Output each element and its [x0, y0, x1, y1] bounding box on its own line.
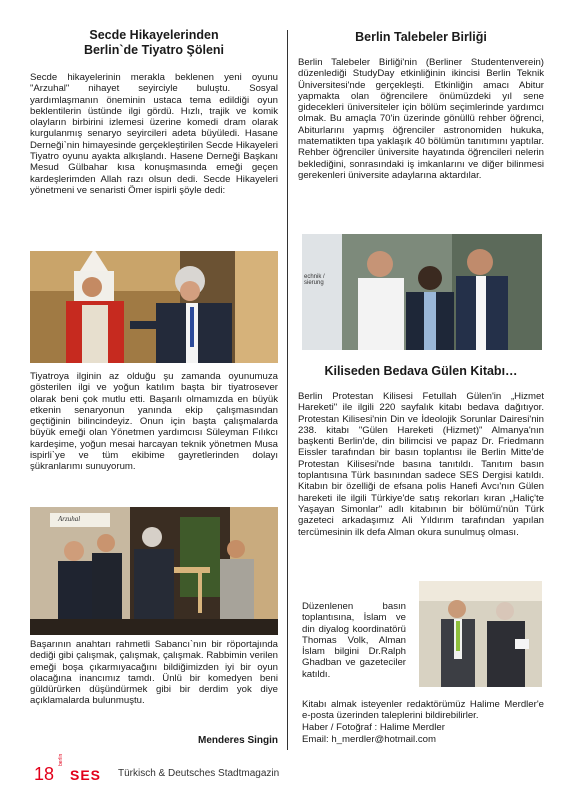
- left-paragraph-1: Secde hikayelerinin merakla beklenen yeni oyunu "Arzuhal" nihayet seyirciyle buluştu. Sosyal yardımlaşmanın öneminin ustaca tema edildiği oyun beklentilerin üstünde ilgi gördü. Hızlı, trajik ve komik olayların birbirini izlemesi üzerine komedi dram olarak kurgulanmış senaryo seyircileri adeta büyüledi. Hasane Derneği`nin himayesinde gerçekleştirilen Secde Hikayeleri Tiyatro oyunu ayakta alkışlandı. Hasene Derneği Başkanı Mesud Gülbahar kısa konuşmasında emeği geçen kardeşlerimden Allah razı olsun dedi. Secde Hikayeleri yönetmeni ve senaristi Ömer ispirli şöyle dedi:: [30, 72, 278, 196]
- ses-logo: SES: [70, 767, 102, 783]
- theatre-photo-2: [30, 507, 278, 635]
- students-photo: [302, 234, 542, 350]
- footer-tagline: Türkisch & Deutsches Stadtmagazin: [118, 768, 280, 779]
- theatre-photo-1: [30, 251, 278, 363]
- right-paragraph-3: Düzenlenen basın toplantısına, İslam ve din diyalog koordinatörü Thomas Volk, Alman İslam bilgini Dr.Ralph Ghadban ve gazeteciler katıldı.: [302, 601, 406, 680]
- left-title-line2: Berlin`de Tiyatro Şöleni: [83, 43, 225, 57]
- haber-credit: Haber / Fotoğraf : Halime Merdler: [302, 722, 445, 733]
- press-conference-photo: [419, 581, 542, 687]
- stage-sign-text: Arzuhal: [58, 515, 81, 523]
- photo-banner-text: echnik / sierung: [304, 274, 325, 286]
- author-signature: Menderes Singin: [197, 735, 278, 746]
- left-title-line1: Secde Hikayelerinden: [89, 28, 219, 42]
- right-paragraph-2: Berlin Protestan Kilisesi Fetullah Gülen'in „Hizmet Hareketi" ile ilgili 220 sayfalık kitabı bedava dağıtıyor. Protestan Kilisesi'nin Din ve İdeolojik Sorunlar Dairesi'nin 238. kitabı "Gülen Hareketi (Hizmet)" Almanya'nın başkenti Berlin'de, din bilimcisi ve papaz Dr. Friedmann Eissler tarafından bir basın toplantısı ile Berlin Mitte'de Protestan Kilisesi'nde basına tanıtıldı. Tanıtım basın toplantısına Türk basınından sadece SES Dergisi katıldı. Kitabın bir özelliği de efsana polis Hanefi Avcı'nın Gülen hareketi ile ilgili Türkiye'de satış rekorları kıran „Haliç'te Yaşayan Simonlar" adlı kitabının bir bölümü'nün Türk gazeteci arkadaşımız Ali Yıldırım tarafından yapılan tercümesinin ilk defa Alman okura sunulmuş olması.: [298, 391, 544, 538]
- footer-logo-small: berlin: [58, 753, 64, 766]
- right-paragraph-1: Berlin Talebeler Birliği'nin (Berliner Studentenverein) düzenlediği StudyDay etkinliğinin ikincisi Berlin Teknik Üniversitesi'nde gerçekleşti. Etkinliğin amacı Abitur yapmakta olan öğrencilere önümüzdeki yıl sene gidecekleri üniversiteler için bölüm seçimlerinde yardımcı olmak. Bu amaçla 70'in üzerinde gönüllü rehber öğrenci, Abiturlarını yapmış öğrenciler astronomiden hukuka, matematikten tıpa yaklaşık 40 bölümün tanıtımını yaptılar. Rehber öğrenciler üniversite hayatında öğrencileri nelerin beklediğini, sonrasındaki iş imkanlarını ve diğer bilinmesi gerekenleri üniversite adaylarına aktardılar.: [298, 57, 544, 181]
- email-line: Email: h_merdler@hotmail.com: [302, 734, 436, 745]
- page-number: 18: [34, 764, 55, 784]
- left-article-title: [30, 28, 278, 58]
- left-paragraph-3: Başarının anahtarı rahmetli Sabancı`nın bir röportajında dediği gibi çalışmak, çalışmak, çalışmak. Rabbimin verilen emeği boşa çıkarmıyacağını bildiğimizden iyi bir oyun olacağına inancımız tamdı. Ünlü bir komedyen beni güldürürken düşündürmek gibi bir derdim yok diye açıklamalarda bulunmuştu.: [30, 639, 278, 707]
- right-article-title-2: Kiliseden Bedava Gülen Kitabı…: [324, 364, 518, 378]
- column-divider: [287, 30, 288, 750]
- right-article-title-1: Berlin Talebeler Birliği: [355, 30, 487, 44]
- right-paragraph-4: Kitabı almak isteyenler redaktörümüz Halime Merdler'e e-posta üzerinden taleplerini bildirebilirler.: [302, 699, 544, 722]
- left-paragraph-2: Tiyatroya ilginin az olduğu şu zamanda oyunumuza gösterilen ilgi ve yoğun katılım başta bir tiyatrosever olarak beni çok mutlu etti. Başarılı olmamızda en büyük etkenin senaryonun yanında ekip çalışmasından geçtiğinin bilincindeyiz. Onun için başta çalışmalarda büyük emeği olan Yönetmen yardımcısı Süleyman Fılıkcı kardeşime, yoğun mesai harcayan teknik yönetmen Musa ispirli`ye ve tüm ekibime gayretlerinden dolayı şükranlarımı sunuyorum.: [30, 371, 278, 473]
